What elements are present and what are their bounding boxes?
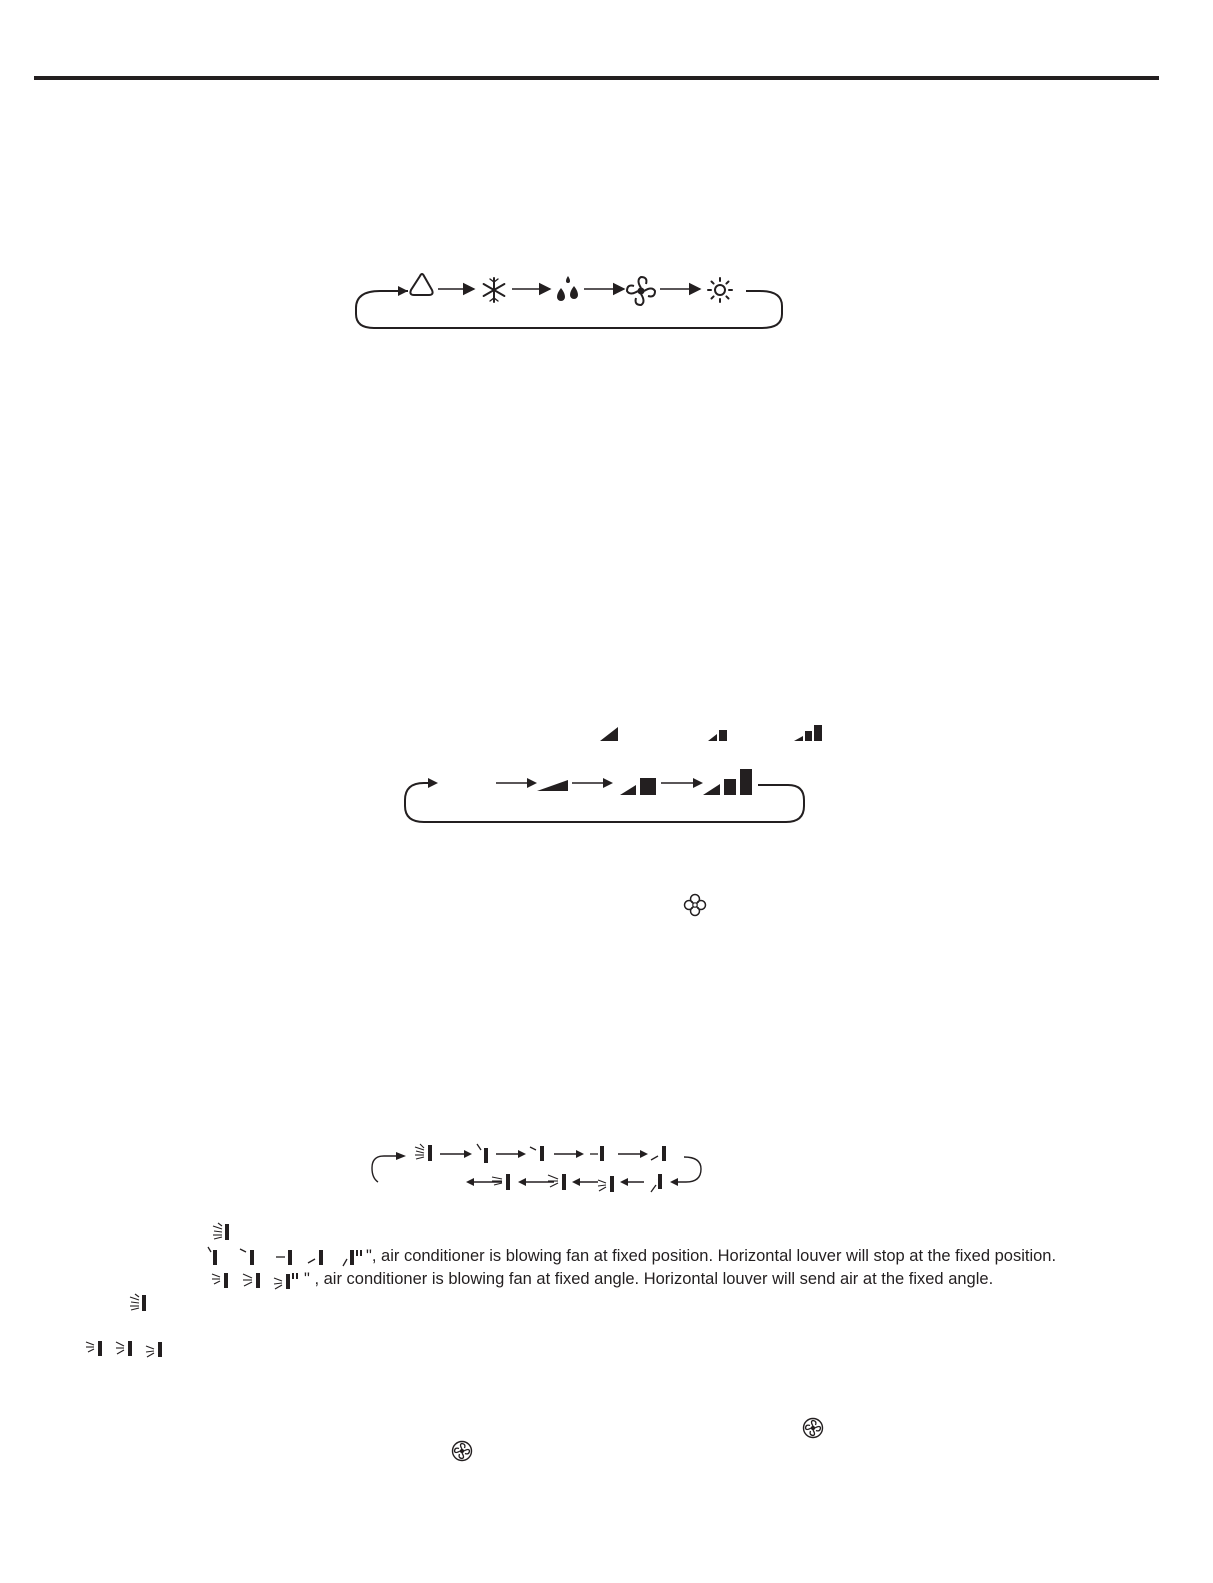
- mode-loop-line: [356, 291, 782, 328]
- heat-mode-icon: [708, 278, 732, 302]
- louver-pos1-icon: [477, 1144, 488, 1163]
- louver-pos4-icon: [651, 1146, 666, 1161]
- header-rule: [34, 76, 1159, 80]
- fixed-position-icons: [204, 1245, 368, 1267]
- swing-high-icon: [598, 1176, 614, 1192]
- fan-low-icon: [600, 727, 618, 741]
- fan-medium-icon: [620, 778, 656, 795]
- cool-mode-icon: [484, 278, 505, 302]
- louver-pos3-icon: [590, 1146, 604, 1161]
- fan-circle-icon-2: [451, 1440, 473, 1462]
- swing-all-note-icon-2: [128, 1292, 150, 1314]
- fixed-angle-text: " , air conditioner is blowing fan at fixed angle. Horizontal louver will send air at the fixed angle.: [304, 1270, 994, 1288]
- swing-all-icon: [415, 1144, 432, 1161]
- fan-medium-icon: [708, 730, 727, 741]
- louver-pos5-icon: [651, 1174, 662, 1192]
- fan-speed-cycle-diagram: [398, 764, 810, 828]
- swing-cycle-diagram: [368, 1140, 708, 1196]
- fan-mode-icon: [627, 277, 655, 305]
- fan-low-icon: [537, 780, 568, 791]
- fan-circle-icon: [802, 1417, 824, 1439]
- fixed-angle-icons: [210, 1268, 310, 1290]
- fan-blow-icon: [683, 893, 707, 917]
- swing-angle-icons: [84, 1337, 168, 1359]
- mode-cycle-diagram: [350, 270, 790, 336]
- fixed-position-text: ", air conditioner is blowing fan at fixed position. Horizontal louver will stop at the fixed position.: [366, 1247, 1057, 1265]
- fan-high-icon: [794, 725, 822, 741]
- swing-all-note-icon: [212, 1222, 232, 1242]
- fan-high-icon: [703, 769, 752, 795]
- fan-speed-legend: [598, 722, 833, 744]
- louver-pos2-icon: [530, 1146, 544, 1161]
- dry-mode-icon: [557, 276, 578, 301]
- auto-mode-icon: [410, 274, 432, 295]
